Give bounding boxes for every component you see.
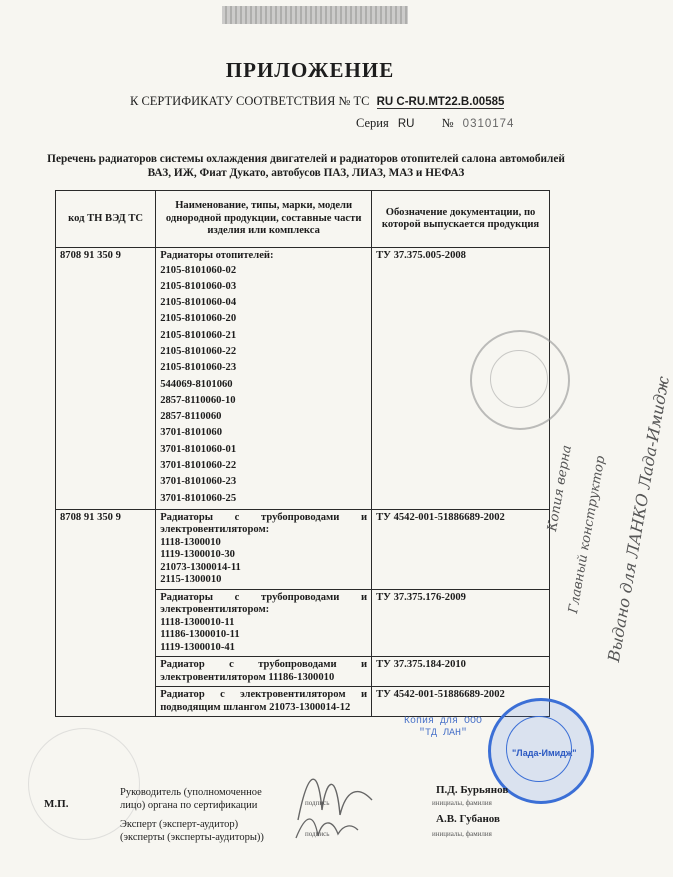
product-group-title: Радиаторы отопителей: [160,250,274,261]
product-model: 2105-8101060-21 [160,329,237,341]
documentation-cell [372,657,550,687]
spec-document: ТУ 37.375.176-2009 [376,591,466,603]
product-cell [156,248,372,510]
head-label-line-1: Руководитель (уполномоченное [120,787,262,798]
header-documentation: Обозначение документации, по которой выпускается продукция [372,191,550,248]
spec-document: ТУ 4542-001-51886689-2002 [376,689,505,701]
lada-image-stamp-text: "Лада-Имидж" [512,748,577,758]
product-model: 544069-8101060 [160,378,233,390]
head-name: П.Д. Бурьянов [436,784,509,796]
series-value: RU [397,118,415,130]
spec-document: ТУ 37.375.005-2008 [376,250,466,261]
product-group-title: Радиатор с трубопроводами и электровентилятором 11186-1300010 [160,659,368,683]
header-security-band [222,6,408,24]
seal-place-label: М.П. [44,798,69,810]
certificate-number: RU C-RU.MT22.B.00585 [376,96,505,108]
expert-label-line-1: Эксперт (эксперт-аудитор) [120,819,239,830]
product-model: 2105-8101060-23 [160,362,237,374]
copy-stamp-text: Копия для ООО "ТД ЛАН" [403,716,482,739]
product-group-title: Радиатор с электровентилятором и подводящим шлангом 21073-1300014-12 [160,689,368,713]
expert-signatory-label [120,818,264,844]
expert-initials-caption: инициалы, фамилия [432,830,492,838]
head-initials-caption: инициалы, фамилия [432,799,492,807]
product-model: 2857-8110060-10 [160,394,236,406]
product-cell [156,687,372,717]
table-header-row [56,191,550,248]
page-title: ПРИЛОЖЕНИЕ [225,58,395,82]
product-model: 3701-8101060-01 [160,443,237,455]
spec-document: ТУ 37.375.184-2010 [376,659,466,671]
documentation-cell [372,589,550,657]
margin-handwriting-2: Главный конструктор [566,454,609,615]
series-label: Серия [356,116,389,130]
product-model: 2857-8110060 [160,411,222,423]
product-model: 2105-8101060-20 [160,313,237,325]
subtitle-text: К СЕРТИФИКАТУ СООТВЕТСТВИЯ № ТС [130,94,370,108]
product-model: 11186-1300010-11 [160,629,240,641]
head-label-line-2: лицо) органа по сертификации [120,800,258,811]
spec-document: ТУ 4542-001-51886689-2002 [376,511,505,523]
product-model: 2115-1300010 [160,574,222,586]
list-intro: Перечень радиаторов системы охлаждения двигателей и радиаторов отопителей салона автомобилей ВАЗ, ИЖ, Фиат Дукато, автобусов ПАЗ, ЛИАЗ, МАЗ и НЕФАЗ [47,153,565,179]
product-model: 2105-8101060-02 [160,264,237,276]
product-model: 2105-8101060-04 [160,297,237,309]
product-model: 21073-1300014-11 [160,561,241,573]
header-hs-code: код ТН ВЭД ТС [56,191,156,248]
margin-handwriting-3: Копия верна [545,444,575,533]
product-model: 1119-1300010-30 [160,549,235,561]
number-label: № [441,116,454,130]
product-model: 3701-8101060-22 [160,460,237,472]
product-model: 2105-8101060-03 [160,280,237,292]
header-product-name: Наименование, типы, марки, модели однородной продукции, составные части изделия или комплекса [156,191,372,248]
expert-name: А.В. Губанов [436,813,500,825]
documentation-cell [372,509,550,589]
product-model: 3701-8101060 [160,427,222,439]
hs-code-cell: 8708 91 350 9 [56,248,156,510]
expert-label-line-2: (эксперты (эксперты-аудиторы)) [120,832,264,843]
head-signatory-label [120,786,262,812]
hs-code-cell: 8708 91 350 9 [56,509,156,717]
product-model: 1118-1300010 [160,536,221,548]
certificate-subtitle [130,94,504,109]
product-group-title: Радиаторы с трубопроводами и электровентилятором: [160,591,368,616]
product-group-title: Радиаторы с трубопроводами и электровентилятором: [160,511,368,536]
product-model: 1119-1300010-41 [160,641,235,653]
product-cell [156,657,372,687]
product-model: 1118-1300010-11 [160,616,235,628]
series-line [356,116,514,131]
certification-stamp-inner [490,350,548,408]
margin-handwriting-1: Выдано для ЛАНКО Лада-Имидж [604,374,673,664]
product-cell [156,509,372,589]
product-model: 3701-8101060-25 [160,492,237,504]
product-model: 3701-8101060-23 [160,476,237,488]
form-number: 0310174 [462,118,515,130]
product-table [55,190,550,717]
expert-signature [292,808,362,848]
table-body [56,248,550,717]
product-model: 2105-8101060-22 [160,345,237,357]
expert-sign-caption: подпись [305,830,330,838]
table-row [56,509,550,589]
head-sign-caption: подпись [305,799,330,807]
product-cell [156,589,372,657]
